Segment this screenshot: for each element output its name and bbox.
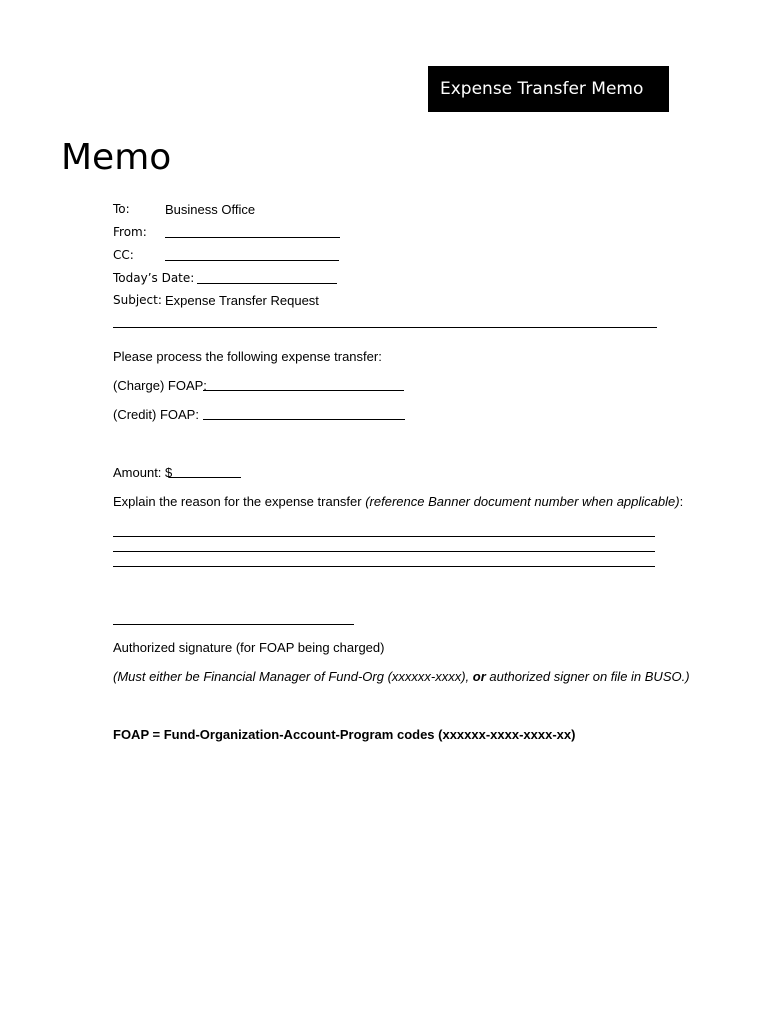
to-value: Business Office (165, 202, 256, 217)
reason-line-3[interactable] (113, 566, 655, 567)
date-field[interactable] (197, 271, 337, 284)
subject-value: Expense Transfer Request (165, 293, 319, 308)
signature-note (113, 669, 690, 684)
memo-heading: Memo (61, 137, 172, 178)
cc-label: CC: (113, 248, 134, 262)
signature-note-bold: or (472, 669, 486, 684)
signature-note-part1: (Must either be Financial Manager of Fund-Org (xxxxxx-xxxx), (113, 669, 473, 684)
signature-line[interactable] (113, 624, 354, 625)
signature-caption: Authorized signature (for FOAP being charged) (113, 640, 385, 655)
reason-text: Explain the reason for the expense transfer (113, 494, 366, 509)
to-label: To: (113, 202, 130, 216)
reason-line-1[interactable] (113, 536, 655, 537)
amount-field[interactable] (169, 465, 241, 478)
header-divider (113, 327, 657, 328)
reason-colon: : (679, 494, 684, 509)
title-banner (428, 66, 669, 112)
from-label: From: (113, 225, 147, 239)
credit-foap-label: (Credit) FOAP: (113, 407, 199, 422)
credit-foap-field[interactable] (203, 407, 405, 420)
reason-line-2[interactable] (113, 551, 655, 552)
signature-note-part2: authorized signer on file in BUSO.) (485, 669, 690, 684)
from-field[interactable] (165, 225, 340, 238)
date-label: Today’s Date: (113, 271, 195, 285)
charge-foap-label: (Charge) FOAP: (113, 378, 207, 393)
reason-prompt (113, 494, 683, 509)
amount-label: Amount: $ (113, 465, 173, 480)
cc-field[interactable] (165, 248, 339, 261)
charge-foap-field[interactable] (203, 378, 404, 391)
subject-label: Subject: (113, 293, 162, 307)
intro-text: Please process the following expense transfer: (113, 349, 382, 364)
reason-italic-note: (reference Banner document number when applicable) (365, 494, 680, 509)
banner-title: Expense Transfer Memo (440, 79, 644, 99)
foap-definition: FOAP = Fund-Organization-Account-Program codes (xxxxxx-xxxx-xxxx-xx) (113, 727, 576, 742)
